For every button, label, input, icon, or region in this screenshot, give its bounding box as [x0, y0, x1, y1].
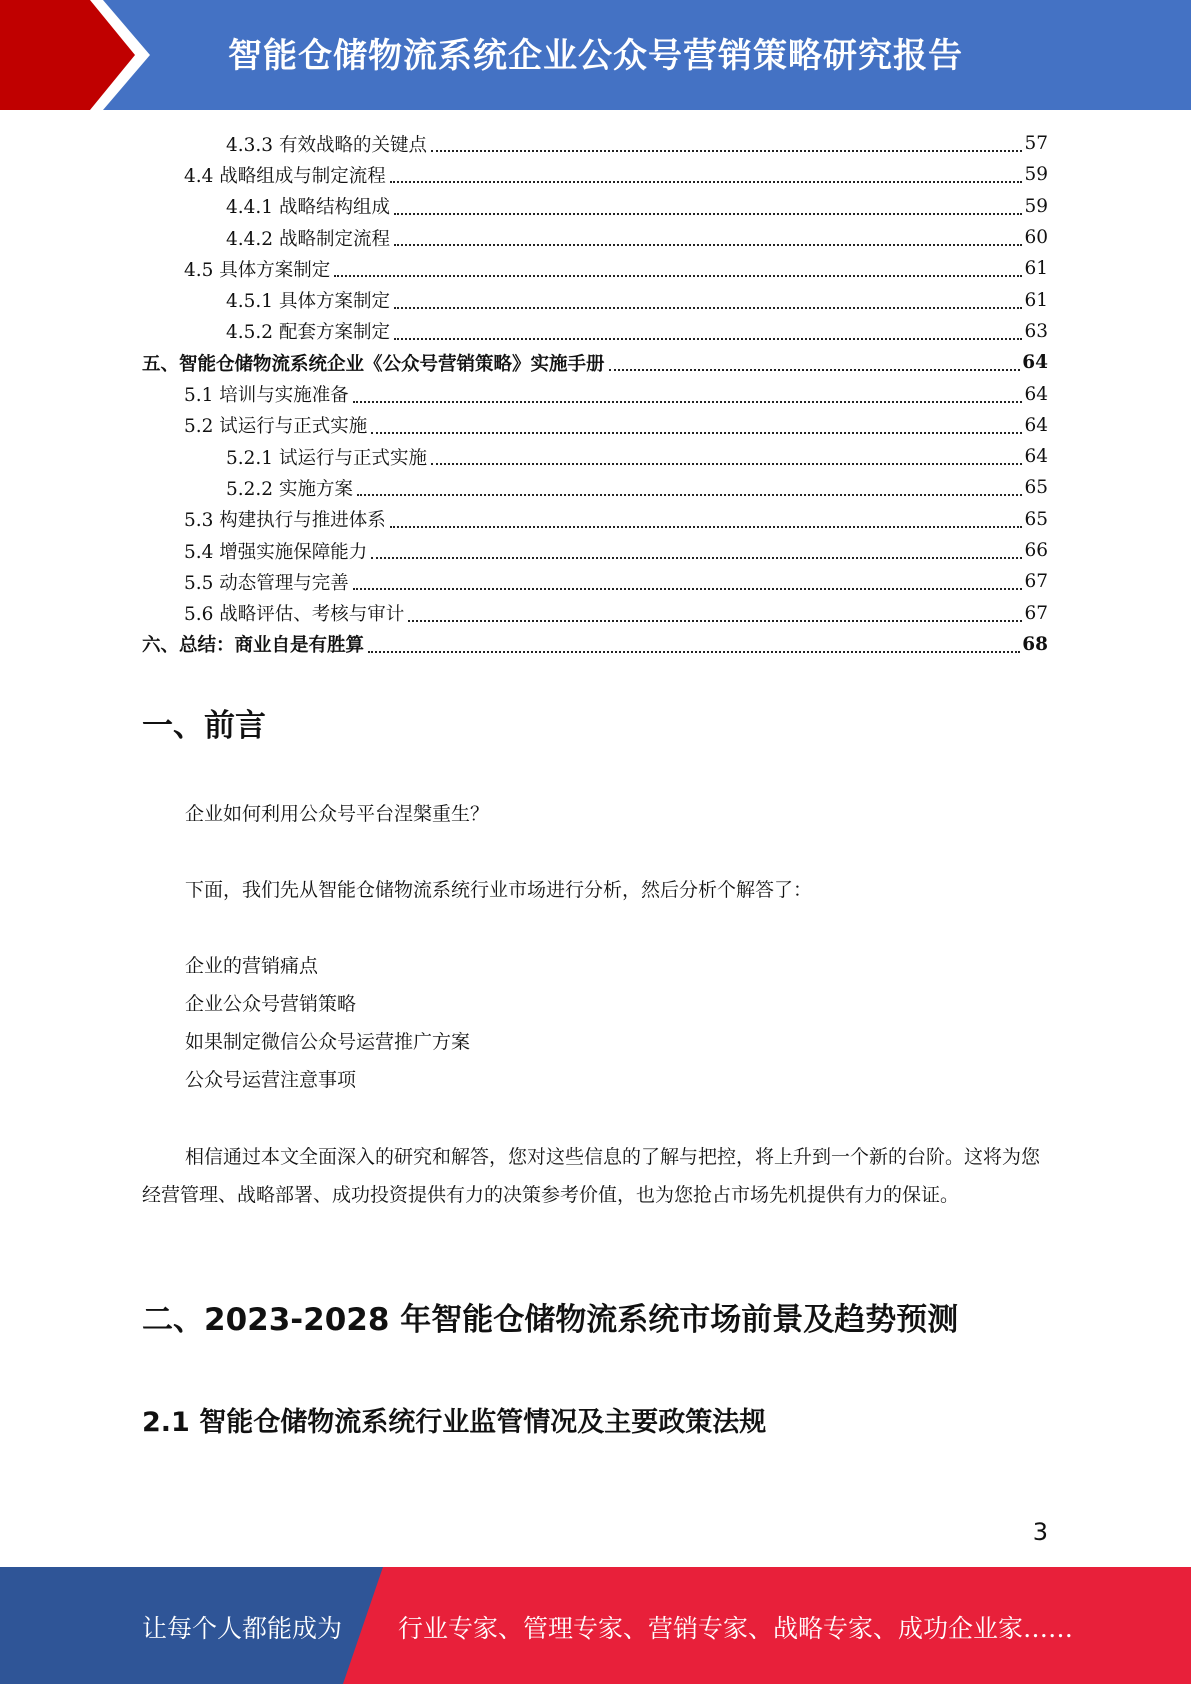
toc-entry[interactable] — [142, 504, 1048, 535]
toc-entry-label: 5.4 增强实施保障能力 — [184, 541, 368, 563]
toc-entry-label: 4.5.2 配套方案制定 — [226, 322, 390, 344]
toc-entry[interactable] — [142, 159, 1048, 190]
toc-entry-label: 5.6 战略评估、考核与审计 — [184, 604, 405, 626]
toc-entry-page: 63 — [1024, 320, 1048, 342]
toc-entry-label: 4.3.3 有效战略的关键点 — [226, 134, 427, 156]
subsection-heading-regulation: 2.1 智能仓储物流系统行业监管情况及主要政策法规 — [142, 1407, 767, 1438]
document-title: 智能仓储物流系统企业公众号营销策略研究报告 — [228, 36, 963, 76]
toc-entry-label: 六、总结：商业自是有胜算 — [142, 635, 365, 657]
toc-entry-page: 67 — [1024, 571, 1048, 593]
toc-entry-page: 64 — [1024, 446, 1048, 468]
paragraph-conclusion: 相信通过本文全面深入的研究和解答，您对这些信息的了解与把控，将上升到一个新的台阶。这将为您经营管理、战略部署、成功投资提供有力的决策参考价值，也为您抢占市场先机提供有力的保证。 — [142, 1146, 1041, 1206]
toc-entry-page: 59 — [1024, 195, 1048, 217]
point-list — [185, 947, 470, 1099]
toc-entry-label: 4.4.1 战略结构组成 — [226, 197, 390, 219]
toc-entry-page: 59 — [1024, 164, 1048, 186]
footer-banner — [0, 1567, 1191, 1684]
header-banner — [0, 0, 1191, 110]
toc-dot-leader — [394, 306, 1022, 309]
toc-dot-leader — [609, 368, 1021, 371]
toc-entry[interactable] — [142, 629, 1048, 660]
toc-dot-leader — [357, 493, 1023, 496]
toc-entry-label: 5.2.1 试运行与正式实施 — [226, 447, 427, 469]
toc-dot-leader — [431, 462, 1022, 465]
toc-dot-leader — [353, 400, 1023, 403]
toc-entry-label: 4.5 具体方案制定 — [184, 259, 331, 281]
toc-dot-leader — [390, 525, 1023, 528]
toc-dot-leader — [371, 556, 1022, 559]
toc-entry[interactable] — [142, 128, 1048, 159]
toc-entry-label: 5.2.2 实施方案 — [226, 478, 353, 500]
toc-entry-page: 65 — [1024, 508, 1048, 530]
toc-entry-label: 4.4 战略组成与制定流程 — [184, 165, 386, 187]
toc-entry[interactable] — [142, 222, 1048, 253]
toc-entry[interactable] — [142, 441, 1048, 472]
toc-entry-page: 64 — [1022, 352, 1048, 374]
toc-entry-label: 5.3 构建执行与推进体系 — [184, 510, 386, 532]
toc-entry[interactable] — [142, 535, 1048, 566]
toc-dot-leader — [394, 212, 1022, 215]
list-item: 企业公众号营销策略 — [185, 993, 357, 1015]
toc-entry-page: 64 — [1024, 383, 1048, 405]
toc-entry-page: 61 — [1024, 289, 1048, 311]
toc-entry-label: 5.5 动态管理与完善 — [184, 572, 349, 594]
toc-dot-leader — [371, 431, 1022, 434]
toc-entry-page: 67 — [1024, 602, 1048, 624]
toc-dot-leader — [334, 274, 1022, 277]
toc-entry-page: 68 — [1022, 633, 1048, 655]
toc-entry[interactable] — [142, 597, 1048, 628]
list-item: 如果制定微信公众号运营推广方案 — [185, 1031, 471, 1053]
toc-entry[interactable] — [142, 347, 1048, 378]
list-item: 企业的营销痛点 — [185, 955, 319, 977]
toc-entry[interactable] — [142, 566, 1048, 597]
toc-entry-label: 五、智能仓储物流系统企业《公众号营销策略》实施手册 — [142, 353, 605, 375]
toc-dot-leader — [368, 650, 1020, 653]
toc-entry[interactable] — [142, 191, 1048, 222]
toc-entry-page: 64 — [1024, 414, 1048, 436]
toc-entry-page: 61 — [1024, 258, 1048, 280]
toc-entry-label: 4.5.1 具体方案制定 — [226, 291, 390, 313]
toc-dot-leader — [353, 587, 1023, 590]
toc-entry[interactable] — [142, 472, 1048, 503]
paragraph-question: 企业如何利用公众号平台涅槃重生？ — [185, 803, 490, 825]
footer-slogan-left: 让每个人都能成为 — [142, 1614, 343, 1643]
toc-dot-leader — [394, 243, 1022, 246]
toc-entry[interactable] — [142, 284, 1048, 315]
toc-dot-leader — [390, 180, 1023, 183]
toc-entry[interactable] — [142, 316, 1048, 347]
section-heading-market-outlook: 二、2023-2028 年智能仓储物流系统市场前景及趋势预测 — [142, 1302, 959, 1338]
toc-entry-label: 5.2 试运行与正式实施 — [184, 416, 368, 438]
footer-slogan-right: 行业专家、管理专家、营销专家、战略专家、成功企业家…… — [398, 1614, 1074, 1643]
toc-entry-label: 4.4.2 战略制定流程 — [226, 228, 390, 250]
toc-entry[interactable] — [142, 378, 1048, 409]
toc-entry[interactable] — [142, 253, 1048, 284]
toc-dot-leader — [431, 149, 1022, 152]
toc-entry-page: 60 — [1024, 227, 1048, 249]
toc-dot-leader — [394, 337, 1022, 340]
toc-entry-page: 65 — [1024, 477, 1048, 499]
toc-entry[interactable] — [142, 410, 1048, 441]
list-item: 公众号运营注意事项 — [185, 1069, 357, 1091]
toc-dot-leader — [408, 619, 1022, 622]
page-number: 3 — [1032, 1518, 1048, 1546]
section-heading-preface: 一、前言 — [142, 708, 266, 744]
toc-entry-page: 57 — [1024, 133, 1048, 155]
paragraph-intro: 下面，我们先从智能仓储物流系统行业市场进行分析，然后分析个解答了： — [185, 879, 813, 901]
toc-entry-label: 5.1 培训与实施准备 — [184, 385, 349, 407]
table-of-contents — [142, 128, 1048, 660]
toc-entry-page: 66 — [1024, 540, 1048, 561]
